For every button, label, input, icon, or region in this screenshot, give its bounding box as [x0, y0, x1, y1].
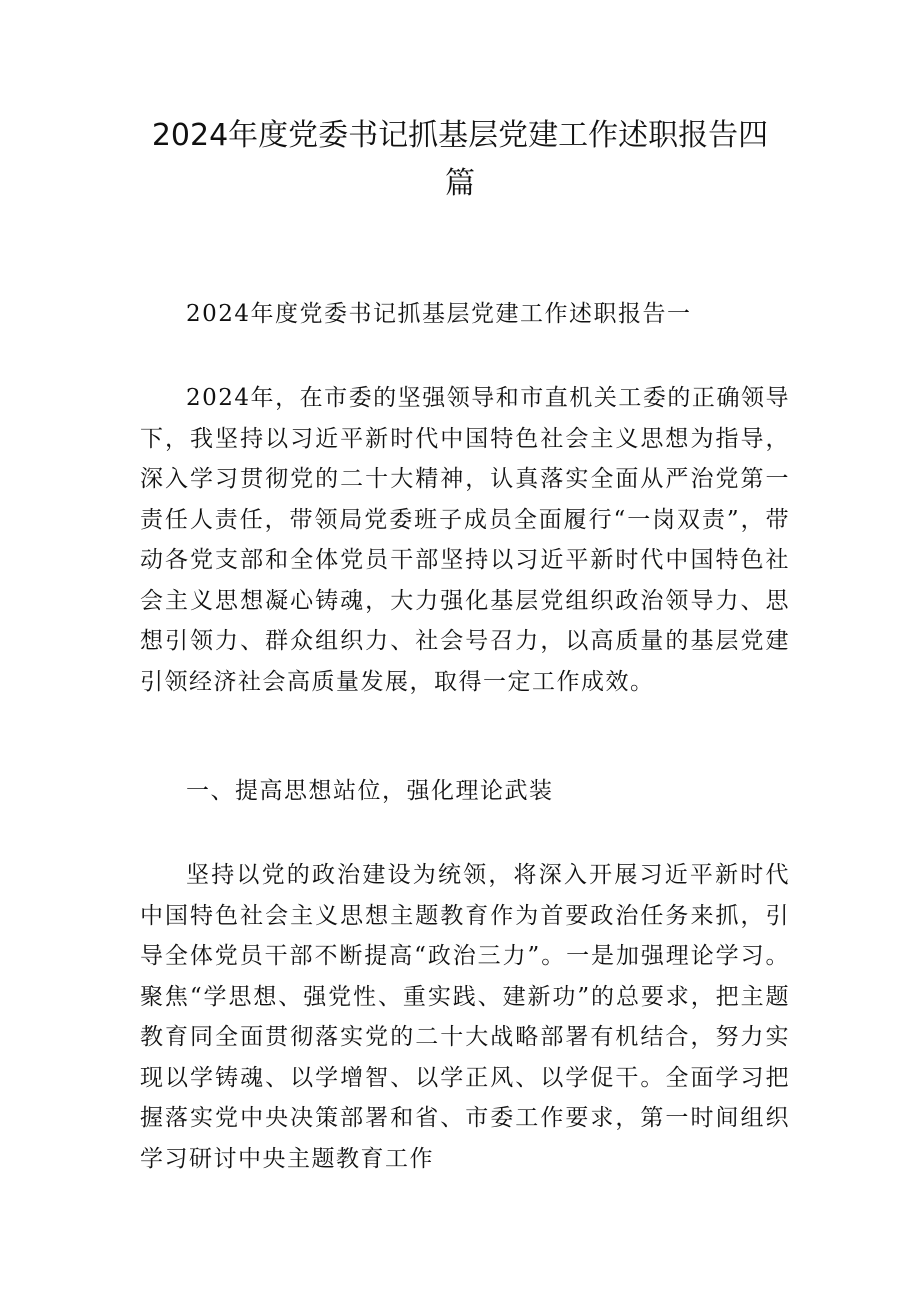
section-heading-1: 一、提高思想站位，强化理论武装: [186, 778, 554, 804]
report-subtitle: 2024年度党委书记抓基层党建工作述职报告一: [186, 301, 692, 327]
document-title: 2024年度党委书记抓基层党建工作述职报告四篇: [151, 118, 769, 201]
intro-paragraph: 2024年，在市委的坚强领导和市直机关工委的正确领导下，我坚持以习近平新时代中国特色社会主义思想为指导，深入学习贯彻党的二十大精神，认真落实全面从严治党第一责任人责任，带领局党委班子成员全面履行“一岗双责”，带动各党支部和全体党员干部坚持以习近平新时代中国特色社会主义思想凝心铸魂，大力强化基层党组织政治领导力、思想引领力、群众组织力、社会号召力，以高质量的基层党建引领经济社会高质量发展，取得一定工作成效。: [140, 385, 790, 695]
section-1-paragraph: 坚持以党的政治建设为统领，将深入开展习近平新时代中国特色社会主义思想主题教育作为首要政治任务来抓，引导全体党员干部不断提高“政治三力”。一是加强理论学习。聚焦“学思想、强党性、重实践、建新功”的总要求，把主题教育同全面贯彻落实党的二十大战略部署有机结合，努力实现以学铸魂、以学增智、以学正风、以学促干。全面学习把握落实党中央决策部署和省、市委工作要求，第一时间组织学习研讨中央主题教育工作: [140, 862, 790, 1172]
